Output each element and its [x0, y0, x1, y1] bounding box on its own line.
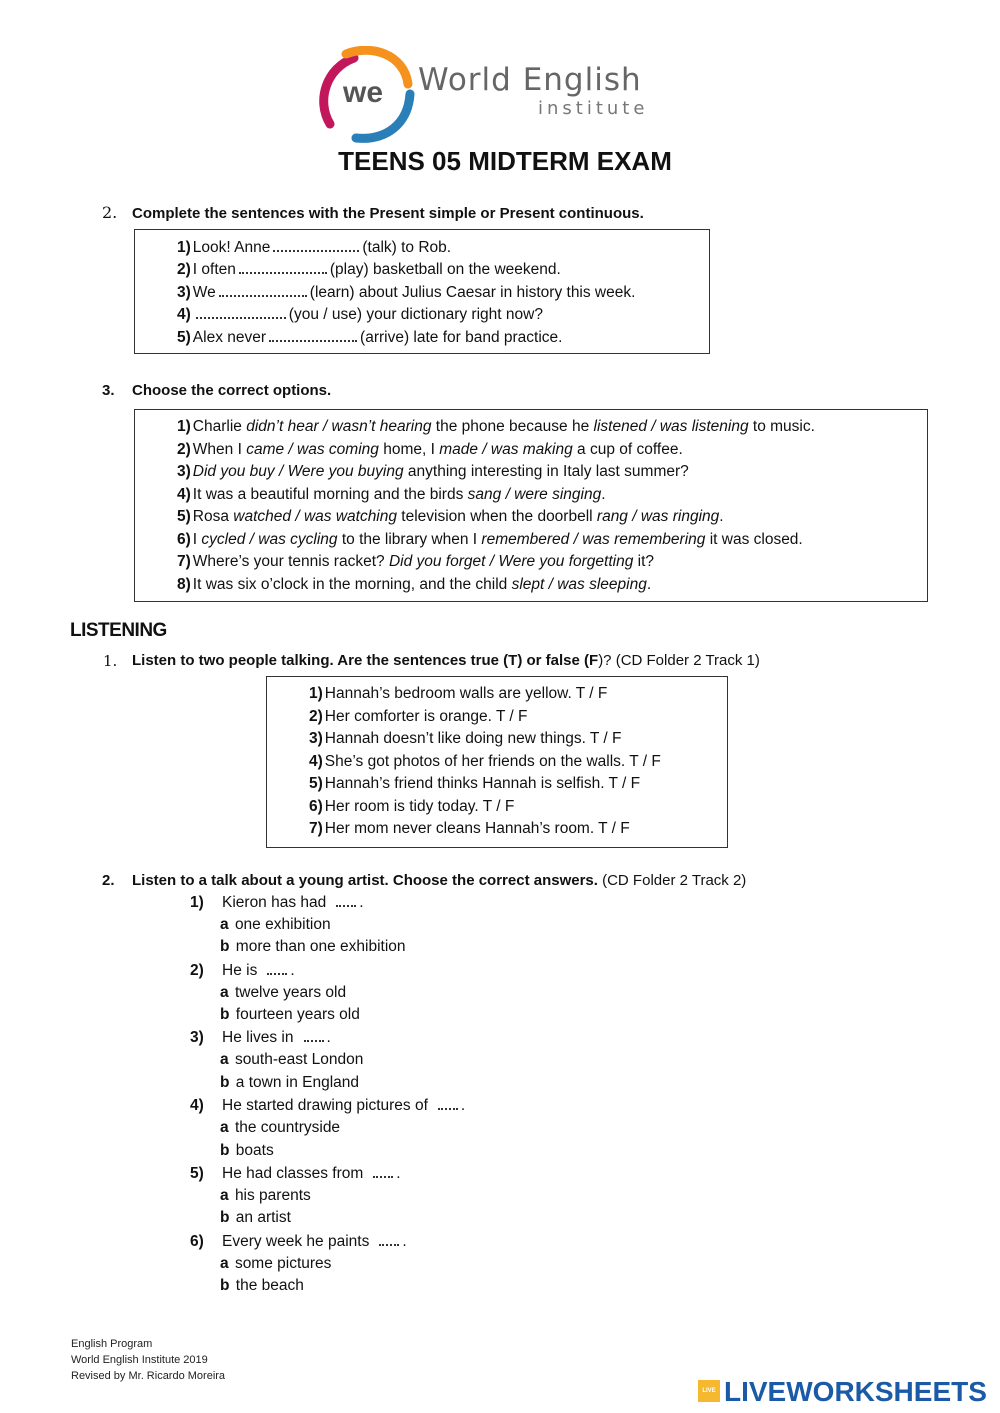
listening-heading: LISTENING: [70, 620, 167, 641]
option-choice[interactable]: Did you forget / Were you forgetting: [388, 553, 634, 570]
option-choice[interactable]: sang / were singing: [467, 486, 602, 503]
logo-subtitle: institute: [538, 98, 649, 119]
option-a[interactable]: a his parents: [220, 1187, 311, 1204]
section3-box: [134, 409, 928, 602]
answer-blank[interactable]: [269, 328, 357, 342]
list-item: 3) We (learn) about Julius Caesar in history this week.: [177, 284, 636, 301]
section2-number: 2.: [102, 203, 118, 222]
option-choice[interactable]: rang / was ringing: [596, 508, 720, 525]
listening2-instruction: Listen to a talk about a young artist. Choose the correct answers. (CD Folder 2 Track 2): [132, 872, 747, 889]
option-choice[interactable]: watched / was watching: [233, 508, 397, 525]
list-item: 2) I often (play) basketball on the weekend.: [177, 261, 561, 278]
list-item: 1) Look! Anne (talk) to Rob.: [177, 239, 452, 256]
list-item: 7) Where’s your tennis racket? Did you forget / Were you forgetting it?: [177, 553, 655, 570]
answer-blank[interactable]: [336, 893, 356, 907]
page-title: TEENS 05 MIDTERM EXAM: [338, 146, 672, 176]
list-item: 3) Did you buy / Were you buying anything interesting in Italy last summer?: [177, 463, 689, 480]
answer-blank[interactable]: [273, 238, 359, 252]
question-stem: 2) He is .: [190, 962, 295, 979]
listening1-number: 1.: [103, 652, 118, 670]
list-item: 6) Her room is tidy today. T / F: [309, 798, 515, 815]
list-item: 8) It was six o’clock in the morning, and the child slept / was sleeping.: [177, 576, 652, 593]
answer-blank[interactable]: [239, 260, 327, 274]
option-choice[interactable]: made / was making: [439, 441, 573, 458]
list-item: 1) Hannah’s bedroom walls are yellow. T / F: [309, 685, 608, 702]
option-b[interactable]: b more than one exhibition: [220, 938, 406, 955]
option-a[interactable]: a the countryside: [220, 1119, 341, 1136]
option-choice[interactable]: slept / was sleeping: [511, 576, 647, 593]
footer-line-3: Revised by Mr. Ricardo Moreira: [71, 1370, 226, 1382]
option-b[interactable]: b a town in England: [220, 1074, 360, 1091]
list-item: 2) When I came / was coming home, I made / was making a cup of coffee.: [177, 441, 683, 458]
footer-line-1: English Program: [71, 1338, 153, 1350]
footer-line-2: World English Institute 2019: [71, 1354, 208, 1366]
option-a[interactable]: a some pictures: [220, 1255, 332, 1272]
answer-blank[interactable]: [379, 1232, 399, 1246]
option-b[interactable]: b fourteen years old: [220, 1006, 360, 1023]
logo-title: World English: [418, 62, 642, 98]
option-b[interactable]: b boats: [220, 1142, 274, 1159]
answer-blank[interactable]: [438, 1096, 458, 1110]
option-b[interactable]: b the beach: [220, 1277, 304, 1294]
question-stem: 6) Every week he paints .: [190, 1233, 407, 1250]
option-choice[interactable]: listened / was listening: [593, 418, 749, 435]
list-item: 2) Her comforter is orange. T / F: [309, 708, 528, 725]
list-item: 3) Hannah doesn’t like doing new things. T / F: [309, 730, 622, 747]
answer-blank[interactable]: [373, 1164, 393, 1178]
section3-instruction: Choose the correct options.: [132, 382, 332, 399]
logo-mark: we: [343, 76, 384, 109]
liveworksheets-icon: LIVE: [698, 1380, 720, 1402]
option-a[interactable]: a twelve years old: [220, 984, 347, 1001]
section3-number: 3.: [102, 382, 115, 399]
listening2-number: 2.: [102, 872, 115, 889]
question-stem: 1) Kieron has had .: [190, 894, 364, 911]
list-item: 4) It was a beautiful morning and the birds sang / were singing.: [177, 486, 606, 503]
liveworksheets-watermark: LIVEWORKSHEETS: [724, 1376, 987, 1407]
list-item: 5) Rosa watched / was watching television when the doorbell rang / was ringing.: [177, 508, 724, 525]
question-stem: 5) He had classes from .: [190, 1165, 401, 1182]
answer-blank[interactable]: [219, 283, 307, 297]
list-item: 4) (you / use) your dictionary right now?: [177, 306, 543, 323]
list-item: 6) I cycled / was cycling to the library when I remembered / was remembering it was closed.: [177, 531, 803, 548]
section2-instruction: Complete the sentences with the Present simple or Present continuous.: [132, 205, 644, 222]
answer-blank[interactable]: [196, 305, 286, 319]
option-choice[interactable]: Did you buy / Were you buying: [192, 463, 404, 480]
list-item: 4) She’s got photos of her friends on the walls. T / F: [309, 753, 661, 770]
list-item: 5) Hannah’s friend thinks Hannah is selfish. T / F: [309, 775, 641, 792]
question-stem: 4) He started drawing pictures of .: [190, 1097, 466, 1114]
option-b[interactable]: b an artist: [220, 1209, 291, 1226]
list-item: 7) Her mom never cleans Hannah’s room. T / F: [309, 820, 630, 837]
answer-blank[interactable]: [267, 961, 287, 975]
option-choice[interactable]: came / was coming: [246, 441, 379, 458]
answer-blank[interactable]: [304, 1028, 324, 1042]
list-item: 1) Charlie didn’t hear / wasn’t hearing the phone because he listened / was listening to music.: [177, 418, 815, 435]
list-item: 5) Alex never (arrive) late for band practice.: [177, 329, 563, 346]
section2-box: [134, 229, 710, 354]
option-a[interactable]: a one exhibition: [220, 916, 331, 933]
listening1-instruction: Listen to two people talking. Are the sentences true (T) or false (F)? (CD Folder 2 Track 1): [132, 652, 760, 669]
option-choice[interactable]: didn’t hear / wasn’t hearing: [246, 418, 432, 435]
listening1-box: [266, 676, 728, 848]
option-choice[interactable]: cycled / was cycling: [201, 531, 338, 548]
question-stem: 3) He lives in .: [190, 1029, 331, 1046]
option-choice[interactable]: remembered / was remembering: [481, 531, 706, 548]
option-a[interactable]: a south-east London: [220, 1051, 364, 1068]
